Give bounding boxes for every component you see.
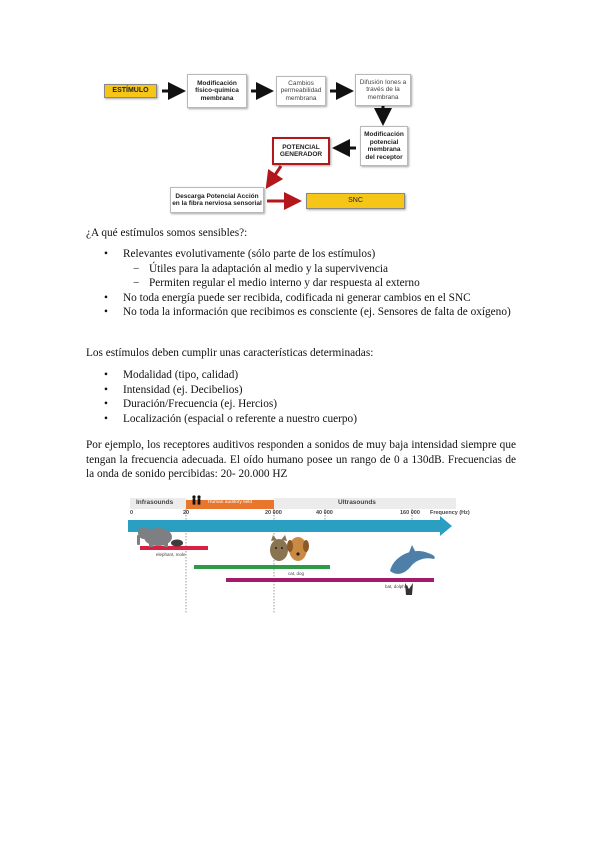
human-field-label: Human auditory field: [208, 500, 252, 505]
step-ion-diffusion-box: Difusión Iones a través de la membrana: [355, 74, 411, 106]
tick-label: 40 000: [316, 510, 333, 516]
tick-label: 20 000: [265, 510, 282, 516]
example-paragraph: Por ejemplo, los receptores auditivos responden a sonidos de muy baja intensidad siempre que tengan la frecuencia adecuada. El oído humano posee un rango de 0 a 130dB. Frecuencias de la onda de sonido percibidas: 20- 20.000 HZ: [86, 439, 516, 480]
step-permeability-box: Cambios permeabilidad membrana: [276, 76, 326, 106]
list-item: • Duración/Frecuencia (ej. Hercios): [86, 397, 516, 412]
tick-label: 0: [130, 510, 134, 516]
frequency-axis: [128, 516, 452, 536]
bat-dolphin-range-bar: [226, 578, 434, 582]
list-item: • Modalidad (tipo, calidad): [86, 368, 516, 383]
list-item: • No toda la información que recibimos es consciente (ej. Sensores de falta de oxígeno): [86, 305, 516, 320]
step-receptor-potential-box: Modificación potencial membrana del receptor: [360, 126, 408, 166]
list-item: • Localización (espacial o referente a nuestro cuerpo): [86, 412, 516, 427]
generator-potential-box: POTENCIAL GENERADOR: [272, 137, 330, 165]
list-item: • No toda energía puede ser recibida, codificada ni generar cambios en el SNC: [86, 291, 516, 306]
dolphin-icon: [390, 545, 435, 574]
tick-label: 20: [183, 510, 190, 516]
step-modification-box: Modificación físico-química membrana: [187, 74, 247, 108]
action-potential-box: Descarga Potencial Acción en la fibra nerviosa sensorial: [170, 187, 264, 213]
stimulus-flow-diagram: [0, 0, 599, 220]
list-item: • Intensidad (ej. Decibelios): [86, 383, 516, 398]
frequency-range-figure: [122, 493, 472, 618]
sublist-item: − Útiles para la adaptación al medio y la supervivencia: [123, 262, 516, 277]
list-item-text: Relevantes evolutivamente (sólo parte de los estímulos): [123, 248, 376, 260]
ultrasounds-label: Ultrasounds: [338, 499, 376, 506]
tick-label: 160 000: [400, 510, 420, 516]
elephant-icon: [137, 527, 172, 547]
cat-icon: [270, 535, 288, 561]
sublist: [123, 262, 516, 291]
diagram-arrows: [0, 0, 599, 220]
stimulus-box: ESTÍMULO: [104, 84, 157, 98]
sensitivity-list: [86, 247, 516, 320]
animal-label: bat, dolphin: [385, 584, 409, 589]
question-text: ¿A qué estímulos somos sensibles?:: [86, 227, 248, 239]
animal-label: elephant, mole: [156, 552, 186, 557]
arrow-6: [269, 166, 281, 184]
cat-dog-range-bar: [194, 565, 330, 569]
mole-icon: [171, 540, 183, 547]
axis-label: Frequency (Hz): [430, 510, 470, 516]
infrasounds-label: Infrasounds: [136, 499, 174, 506]
characteristics-list: [86, 368, 516, 426]
list-item: [86, 247, 516, 291]
characteristics-intro: Los estímulos deben cumplir unas características determinadas:: [86, 347, 374, 359]
snc-box: SNC: [306, 193, 405, 209]
dog-icon: [287, 537, 309, 561]
sublist-item: − Permiten regular el medio interno y dar respuesta al externo: [123, 276, 516, 291]
animal-label: cat, dog: [288, 571, 305, 576]
